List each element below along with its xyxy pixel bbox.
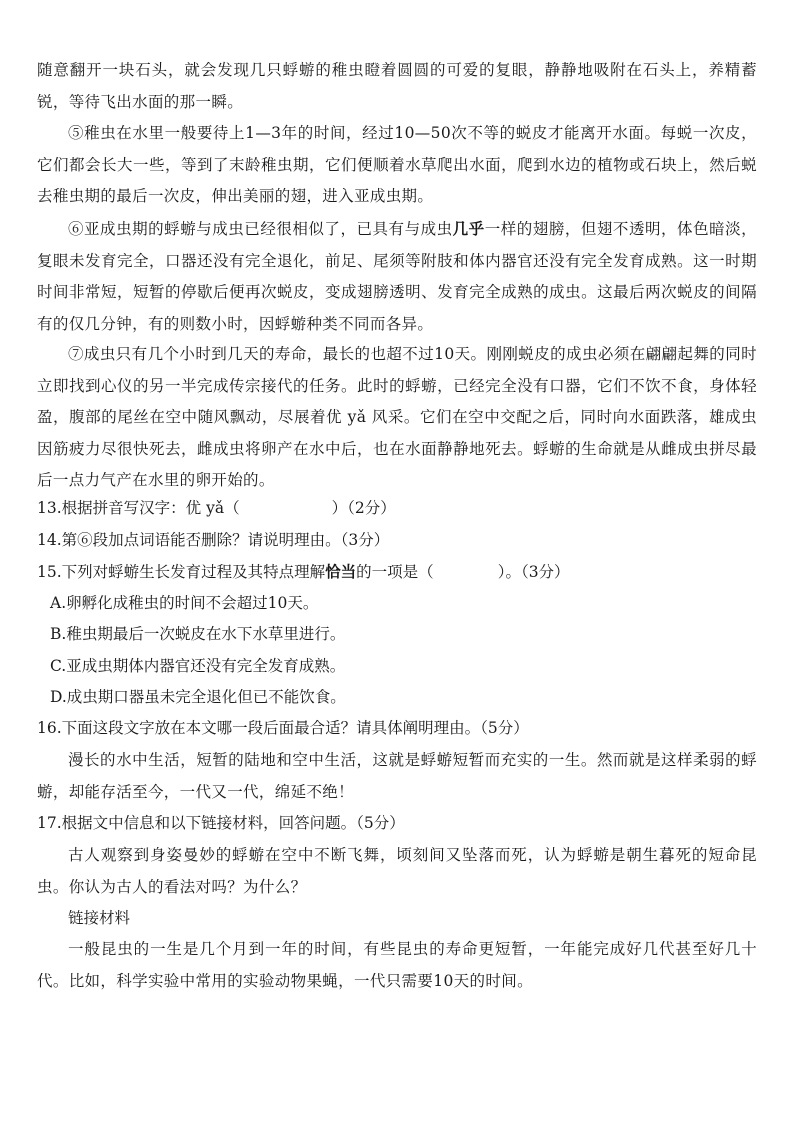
paragraph-6-dotted-word: 几乎 xyxy=(452,219,485,238)
link-material-text: 一般昆虫的一生是几个月到一年的时间，有些昆虫的寿命更短暂，一年能完成好几代甚至好几十代。比如，科学实验中常用的实验动物果蝇，一代只需要10天的时间。 xyxy=(37,940,757,990)
question-16: 16.下面这段文字放在本文哪一段后面最合适？请具体阐明理由。（5分） xyxy=(37,719,529,737)
paragraph-intro: 随意翻开一块石头，就会发现几只蜉蝣的稚虫瞪着圆圆的可爱的复眼，静静地吸附在石头上，养精蓄锐，等待飞出水面的那一瞬。 xyxy=(37,61,757,111)
question-13-score: ）（2分） xyxy=(331,499,396,517)
question-15 xyxy=(37,556,757,589)
question-17: 17.根据文中信息和以下链接材料，回答问题。（5分） xyxy=(37,814,405,832)
paragraph-6-part-b: 一样的翅膀，但翅不透明，体色暗淡，复眼未发育完全，口器还没有完全退化，前足、尾须等附肢和体内器官还没有完全发育成熟。这一时期时间非常短，短暂的停歇后便再次蜕皮，变成翅膀透明、发育完全成熟的成虫。这最后两次蜕皮的间隔有的仅几分钟，有的则数小时，因蜉蝣种类不同而各异。 xyxy=(37,220,758,333)
question-15-keyword: 恰当 xyxy=(325,562,357,581)
question-13-prompt: 13.根据拼音写汉字：优 yǎ（ xyxy=(37,499,240,517)
paragraph-7: ⑦成虫只有几个小时到几天的寿命，最长的也超不过10天。刚刚蜕皮的成虫必须在翩翩起舞的同时立即找到心仪的另一半完成传宗接代的任务。此时的蜉蝣，已经完全没有口器，它们不饮不食，身体轻盈，腹部的尾丝在空中随风飘动，尽展着优 yǎ 风采。它们在空中交配之后，同时向水面跌落，雄成虫因筋疲力尽很快死去，雌成虫将卵产在水中后，也在水面静静地死去。蜉蝣的生命就是从雌成虫拼尽最后一点力气产在水里的卵开始的。 xyxy=(37,345,757,489)
question-16-passage: 漫长的水中生活，短暂的陆地和空中生活，这就是蜉蝣短暂而充实的一生。然而就是这样柔弱的蜉蝣，却能存活至今，一代又一代，绵延不绝！ xyxy=(37,751,757,801)
paragraph-6 xyxy=(37,213,757,340)
option-a: A.卵孵化成稚虫的时间不会超过10天。 xyxy=(50,594,319,612)
question-17-passage: 古人观察到身姿曼妙的蜉蝣在空中不断飞舞，顷刻间又坠落而死，认为蜉蝣是朝生暮死的短命昆虫。你认为古人的看法对吗？为什么？ xyxy=(37,846,757,896)
paragraph-5: ⑤稚虫在水里一般要待上1—3年的时间，经过10—50次不等的蜕皮才能离开水面。每蜕一次皮，它们都会长大一些，等到了末龄稚虫期，它们便顺着水草爬出水面，爬到水边的植物或石块上，然后蜕去稚虫期的最后一次皮，伸出美丽的翅，进入亚成虫期。 xyxy=(37,124,757,205)
question-14: 14.第⑥段加点词语能否删除？请说明理由。（3分） xyxy=(37,531,390,549)
link-material-title: 链接材料 xyxy=(68,909,131,927)
option-b: B.稚虫期最后一次蜕皮在水下水草里进行。 xyxy=(50,625,346,643)
question-15-part-a: 15.下列对蜉蝣生长发育过程及其特点理解 xyxy=(37,563,326,581)
question-13 xyxy=(37,493,757,525)
paragraph-6-part-a: ⑥亚成虫期的蜉蝣与成虫已经很相似了，已具有与成虫 xyxy=(68,220,453,238)
question-15-part-c: ）。（3分） xyxy=(497,563,570,581)
option-d: D.成虫期口器虽未完全退化但已不能饮食。 xyxy=(50,688,346,706)
option-c: C.亚成虫期体内器官还没有完全发育成熟。 xyxy=(50,657,346,675)
question-15-part-b: 的一项是（ xyxy=(356,563,434,581)
